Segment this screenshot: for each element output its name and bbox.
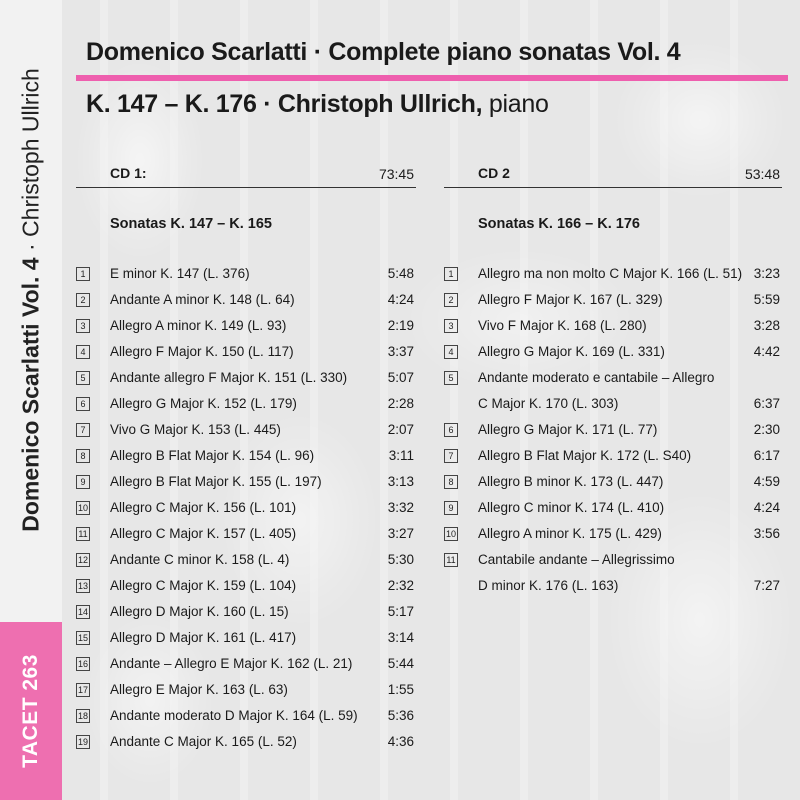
track-duration: 4:36 [387,734,414,749]
track-title: Allegro B Flat Major K. 172 (L. S40) [478,448,692,463]
track-number: 9 [444,501,458,515]
track-duration: 4:59 [753,474,780,489]
track-title: Andante C minor K. 158 (L. 4) [110,552,290,567]
cd1-rule [76,187,416,188]
track-title: Allegro F Major K. 150 (L. 117) [110,344,294,359]
track-number: 12 [77,555,88,565]
track-number: 7 [444,449,458,463]
cd1-section-title: Sonatas K. 147 – K. 165 [110,216,272,232]
page-title: Domenico Scarlatti · Complete piano sonatas Vol. 4 [86,38,681,66]
track-title: Allegro B Flat Major K. 154 (L. 96) [110,448,315,463]
track-row [444,339,780,365]
track-number: 6 [76,397,90,411]
track-duration: 4:24 [387,292,414,307]
track-number: 14 [77,607,88,617]
track-title: D minor K. 176 (L. 163) [478,578,619,593]
track-duration: 2:28 [387,396,414,411]
track-row [76,729,414,755]
track-duration: 1:55 [387,682,414,697]
track-duration: 4:42 [753,344,780,359]
track-title: Allegro C Major K. 159 (L. 104) [110,578,297,593]
track-row [444,495,780,521]
track-number: 5 [444,371,458,385]
track-number: 8 [444,475,458,489]
track-number: 2 [444,293,458,307]
page-subtitle [86,90,549,119]
track-number: 15 [77,633,88,643]
track-title: Vivo F Major K. 168 (L. 280) [478,318,647,333]
track-row [76,495,414,521]
track-title: Allegro C minor K. 174 (L. 410) [478,500,665,515]
track-title: Allegro F Major K. 167 (L. 329) [478,292,663,307]
track-row [444,261,780,287]
subtitle-instrument: piano [482,90,549,118]
track-row [76,703,414,729]
cd2-section-title: Sonatas K. 166 – K. 176 [478,216,640,232]
track-row [76,287,414,313]
track-duration: 5:36 [387,708,414,723]
track-row [76,677,414,703]
track-duration: 3:23 [753,266,780,281]
cd1-total-time: 73:45 [378,166,414,182]
track-title: Allegro D Major K. 160 (L. 15) [110,604,289,619]
track-duration: 2:30 [753,422,780,437]
track-title: Cantabile andante – Allegrissimo [478,552,675,567]
track-title: C Major K. 170 (L. 303) [478,396,619,411]
track-duration: 3:56 [753,526,780,541]
track-title: Allegro B Flat Major K. 155 (L. 197) [110,474,322,489]
track-title: Allegro G Major K. 152 (L. 179) [110,396,297,411]
track-duration: 5:17 [387,604,414,619]
track-title: Allegro C Major K. 157 (L. 405) [110,526,297,541]
track-number: 16 [77,659,88,669]
track-number: 13 [77,581,88,591]
track-number: 1 [444,267,458,281]
track-duration: 5:59 [753,292,780,307]
track-row [444,417,780,443]
track-duration: 3:37 [387,344,414,359]
catalog-number: TACET 263 [19,654,42,768]
track-duration: 3:32 [387,500,414,515]
track-duration: 2:32 [387,578,414,593]
track-number: 8 [76,449,90,463]
cd2-total-time: 53:48 [744,166,780,182]
track-number: 4 [76,345,90,359]
catalog-badge [0,622,62,800]
track-row [76,469,414,495]
track-number: 2 [76,293,90,307]
track-row [76,313,414,339]
track-number: 1 [76,267,90,281]
track-row [76,339,414,365]
track-title: Andante allegro F Major K. 151 (L. 330) [110,370,348,385]
track-row [76,573,414,599]
track-duration: 5:44 [387,656,414,671]
track-title: E minor K. 147 (L. 376) [110,266,250,281]
track-row [76,261,414,287]
track-number: 10 [445,529,456,539]
track-row [76,547,414,573]
track-number: 6 [444,423,458,437]
track-row [76,417,414,443]
track-title: Allegro C Major K. 156 (L. 101) [110,500,297,515]
track-duration: 5:07 [387,370,414,385]
track-number: 4 [444,345,458,359]
track-row [76,625,414,651]
track-row [76,365,414,391]
track-title: Vivo G Major K. 153 (L. 445) [110,422,281,437]
track-title: Allegro D Major K. 161 (L. 417) [110,630,297,645]
spine-text [18,68,45,532]
track-title: Allegro B minor K. 173 (L. 447) [478,474,664,489]
spine-title: Domenico Scarlatti Vol. 4 [17,257,44,532]
track-number: 11 [444,553,458,567]
track-title: Allegro A minor K. 175 (L. 429) [478,526,662,541]
track-duration: 3:27 [387,526,414,541]
track-row [444,443,780,469]
subtitle-range: K. 147 – K. 176 · Christoph Ullrich, [86,90,483,118]
track-title: Andante A minor K. 148 (L. 64) [110,292,295,307]
track-row [76,391,414,417]
track-number: 19 [77,737,88,747]
track-number: 3 [76,319,90,333]
track-duration: 6:17 [753,448,780,463]
track-duration: 6:37 [753,396,780,411]
track-duration: 4:24 [753,500,780,515]
pink-rule [76,75,788,81]
track-number: 17 [77,685,88,695]
track-row [444,313,780,339]
track-number: 10 [77,503,88,513]
track-title: Andante C Major K. 165 (L. 52) [110,734,297,749]
track-duration: 5:30 [387,552,414,567]
track-title: Allegro G Major K. 169 (L. 331) [478,344,665,359]
track-title: Andante – Allegro E Major K. 162 (L. 21) [110,656,353,671]
spine-performer: Christoph Ullrich [17,68,44,237]
track-title: Andante moderato D Major K. 164 (L. 59) [110,708,358,723]
track-row [444,521,780,547]
track-title: Andante moderato e cantabile – Allegro [478,370,715,385]
track-row [76,443,414,469]
cd2-label: CD 2 [478,165,510,181]
track-duration: 2:19 [387,318,414,333]
track-duration: 7:27 [753,578,780,593]
track-row [444,287,780,313]
cd2-rule [444,187,782,188]
track-duration: 3:28 [753,318,780,333]
track-title: Allegro ma non molto C Major K. 166 (L. 51) [478,266,743,281]
track-row [444,365,780,417]
track-title: Allegro G Major K. 171 (L. 77) [478,422,658,437]
track-number: 11 [76,527,90,541]
track-duration: 3:13 [387,474,414,489]
track-number: 9 [76,475,90,489]
track-row [76,521,414,547]
spine-separator: · [17,236,44,258]
track-title: Allegro A minor K. 149 (L. 93) [110,318,287,333]
track-duration: 3:11 [388,448,414,463]
track-duration: 3:14 [387,630,414,645]
track-number: 5 [76,371,90,385]
cd1-label: CD 1: [110,165,147,181]
track-duration: 5:48 [387,266,414,281]
track-number: 18 [77,711,88,721]
track-duration: 2:07 [387,422,414,437]
track-number: 7 [76,423,90,437]
track-row [76,651,414,677]
track-row [444,469,780,495]
track-title: Allegro E Major K. 163 (L. 63) [110,682,288,697]
track-row [444,547,780,599]
track-number: 3 [444,319,458,333]
track-row [76,599,414,625]
